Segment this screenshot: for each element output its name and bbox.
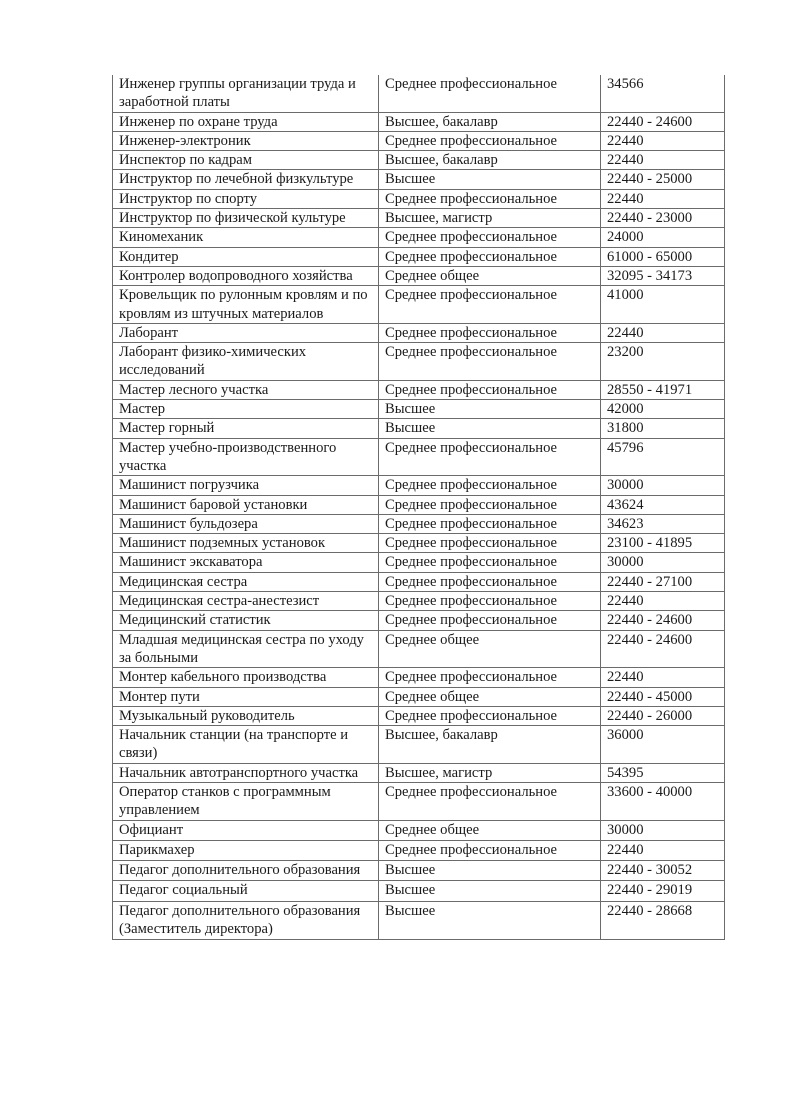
salary-cell: 43624 bbox=[601, 495, 725, 514]
salary-cell: 41000 bbox=[601, 286, 725, 324]
position-cell: Педагог дополнительного образования bbox=[113, 861, 379, 881]
table-row bbox=[113, 881, 725, 901]
education-cell: Высшее bbox=[379, 170, 601, 189]
education-cell: Среднее профессиональное bbox=[379, 438, 601, 476]
table-row bbox=[113, 534, 725, 553]
salary-cell: 23100 - 41895 bbox=[601, 534, 725, 553]
education-cell: Среднее профессиональное bbox=[379, 840, 601, 860]
salary-cell: 31800 bbox=[601, 419, 725, 438]
education-cell: Среднее профессиональное bbox=[379, 228, 601, 247]
table-row bbox=[113, 228, 725, 247]
education-cell: Среднее профессиональное bbox=[379, 189, 601, 208]
salary-cell: 45796 bbox=[601, 438, 725, 476]
salary-cell: 22440 bbox=[601, 323, 725, 342]
position-cell: Начальник станции (на транспорте и связи) bbox=[113, 726, 379, 764]
position-cell: Инженер группы организации труда и заработной платы bbox=[113, 75, 379, 112]
position-cell: Монтер пути bbox=[113, 687, 379, 706]
position-cell: Монтер кабельного производства bbox=[113, 668, 379, 687]
salary-cell: 33600 - 40000 bbox=[601, 782, 725, 820]
salary-cell: 22440 - 45000 bbox=[601, 687, 725, 706]
education-cell: Высшее bbox=[379, 861, 601, 881]
salary-cell: 22440 - 24600 bbox=[601, 112, 725, 131]
position-cell: Медицинская сестра bbox=[113, 572, 379, 591]
salary-cell: 22440 bbox=[601, 840, 725, 860]
table-row bbox=[113, 112, 725, 131]
education-cell: Среднее профессиональное bbox=[379, 476, 601, 495]
education-cell: Среднее общее bbox=[379, 687, 601, 706]
table-row bbox=[113, 592, 725, 611]
salary-cell: 24000 bbox=[601, 228, 725, 247]
salary-cell: 22440 - 24600 bbox=[601, 611, 725, 630]
position-cell: Медицинский статистик bbox=[113, 611, 379, 630]
position-cell: Инспектор по кадрам bbox=[113, 151, 379, 170]
education-cell: Среднее профессиональное bbox=[379, 247, 601, 266]
salary-cell: 42000 bbox=[601, 400, 725, 419]
position-cell: Мастер лесного участка bbox=[113, 380, 379, 399]
table-row bbox=[113, 419, 725, 438]
education-cell: Высшее, бакалавр bbox=[379, 112, 601, 131]
table-row bbox=[113, 901, 725, 940]
salary-cell: 28550 - 41971 bbox=[601, 380, 725, 399]
education-cell: Среднее общее bbox=[379, 266, 601, 285]
table-row bbox=[113, 343, 725, 381]
table-row bbox=[113, 323, 725, 342]
table-row bbox=[113, 170, 725, 189]
position-cell: Машинист экскаватора bbox=[113, 553, 379, 572]
education-cell: Высшее, бакалавр bbox=[379, 151, 601, 170]
table-row bbox=[113, 553, 725, 572]
table-row bbox=[113, 209, 725, 228]
position-cell: Инструктор по лечебной физкультуре bbox=[113, 170, 379, 189]
education-cell: Среднее профессиональное bbox=[379, 706, 601, 725]
vacancy-salary-table bbox=[112, 75, 725, 940]
position-cell: Машинист бульдозера bbox=[113, 514, 379, 533]
position-cell: Мастер учебно-производственного участка bbox=[113, 438, 379, 476]
education-cell: Среднее профессиональное bbox=[379, 782, 601, 820]
salary-cell: 22440 - 29019 bbox=[601, 881, 725, 901]
position-cell: Медицинская сестра-анестезист bbox=[113, 592, 379, 611]
table-row bbox=[113, 861, 725, 881]
education-cell: Среднее общее bbox=[379, 630, 601, 668]
education-cell: Высшее bbox=[379, 881, 601, 901]
salary-cell: 30000 bbox=[601, 553, 725, 572]
position-cell: Инструктор по спорту bbox=[113, 189, 379, 208]
table-row bbox=[113, 726, 725, 764]
salary-cell: 22440 - 27100 bbox=[601, 572, 725, 591]
table-row bbox=[113, 687, 725, 706]
education-cell: Среднее профессиональное bbox=[379, 75, 601, 112]
position-cell: Лаборант bbox=[113, 323, 379, 342]
table-row bbox=[113, 611, 725, 630]
position-cell: Инженер-электроник bbox=[113, 131, 379, 150]
position-cell: Контролер водопроводного хозяйства bbox=[113, 266, 379, 285]
position-cell: Машинист подземных установок bbox=[113, 534, 379, 553]
position-cell: Мастер горный bbox=[113, 419, 379, 438]
education-cell: Среднее профессиональное bbox=[379, 553, 601, 572]
table-row bbox=[113, 668, 725, 687]
education-cell: Высшее, бакалавр bbox=[379, 726, 601, 764]
salary-cell: 22440 bbox=[601, 592, 725, 611]
table-row bbox=[113, 820, 725, 840]
table-row bbox=[113, 286, 725, 324]
position-cell: Машинист баровой установки bbox=[113, 495, 379, 514]
education-cell: Среднее общее bbox=[379, 820, 601, 840]
education-cell: Среднее профессиональное bbox=[379, 380, 601, 399]
table-row bbox=[113, 495, 725, 514]
education-cell: Высшее bbox=[379, 400, 601, 419]
education-cell: Среднее профессиональное bbox=[379, 286, 601, 324]
education-cell: Высшее bbox=[379, 419, 601, 438]
position-cell: Начальник автотранспортного участка bbox=[113, 763, 379, 782]
salary-cell: 32095 - 34173 bbox=[601, 266, 725, 285]
position-cell: Официант bbox=[113, 820, 379, 840]
salary-cell: 34566 bbox=[601, 75, 725, 112]
education-cell: Среднее профессиональное bbox=[379, 668, 601, 687]
salary-cell: 22440 - 28668 bbox=[601, 901, 725, 940]
table-row bbox=[113, 151, 725, 170]
education-cell: Высшее, магистр bbox=[379, 763, 601, 782]
education-cell: Среднее профессиональное bbox=[379, 514, 601, 533]
position-cell: Машинист погрузчика bbox=[113, 476, 379, 495]
position-cell: Инструктор по физической культуре bbox=[113, 209, 379, 228]
education-cell: Высшее, магистр bbox=[379, 209, 601, 228]
salary-cell: 54395 bbox=[601, 763, 725, 782]
position-cell: Инженер по охране труда bbox=[113, 112, 379, 131]
salary-cell: 34623 bbox=[601, 514, 725, 533]
position-cell: Киномеханик bbox=[113, 228, 379, 247]
table-body bbox=[113, 75, 725, 940]
salary-cell: 22440 bbox=[601, 131, 725, 150]
education-cell: Высшее bbox=[379, 901, 601, 940]
education-cell: Среднее профессиональное bbox=[379, 572, 601, 591]
salary-cell: 23200 bbox=[601, 343, 725, 381]
table-row bbox=[113, 630, 725, 668]
table-row bbox=[113, 189, 725, 208]
salary-cell: 22440 - 25000 bbox=[601, 170, 725, 189]
table-row bbox=[113, 476, 725, 495]
education-cell: Среднее профессиональное bbox=[379, 534, 601, 553]
education-cell: Среднее профессиональное bbox=[379, 611, 601, 630]
salary-cell: 22440 - 26000 bbox=[601, 706, 725, 725]
education-cell: Среднее профессиональное bbox=[379, 323, 601, 342]
salary-cell: 30000 bbox=[601, 476, 725, 495]
education-cell: Среднее профессиональное bbox=[379, 495, 601, 514]
table-row bbox=[113, 400, 725, 419]
table-row bbox=[113, 572, 725, 591]
salary-cell: 22440 - 23000 bbox=[601, 209, 725, 228]
table-row bbox=[113, 763, 725, 782]
table-row bbox=[113, 840, 725, 860]
position-cell: Кондитер bbox=[113, 247, 379, 266]
position-cell: Мастер bbox=[113, 400, 379, 419]
salary-cell: 22440 bbox=[601, 668, 725, 687]
table-row bbox=[113, 706, 725, 725]
salary-cell: 22440 bbox=[601, 189, 725, 208]
position-cell: Младшая медицинская сестра по уходу за больными bbox=[113, 630, 379, 668]
salary-cell: 36000 bbox=[601, 726, 725, 764]
table-row bbox=[113, 438, 725, 476]
salary-cell: 22440 - 24600 bbox=[601, 630, 725, 668]
position-cell: Педагог дополнительного образования (Заместитель директора) bbox=[113, 901, 379, 940]
education-cell: Среднее профессиональное bbox=[379, 131, 601, 150]
salary-cell: 22440 bbox=[601, 151, 725, 170]
table-row bbox=[113, 782, 725, 820]
position-cell: Педагог социальный bbox=[113, 881, 379, 901]
position-cell: Лаборант физико-химических исследований bbox=[113, 343, 379, 381]
education-cell: Среднее профессиональное bbox=[379, 592, 601, 611]
salary-cell: 30000 bbox=[601, 820, 725, 840]
salary-cell: 22440 - 30052 bbox=[601, 861, 725, 881]
position-cell: Парикмахер bbox=[113, 840, 379, 860]
salary-cell: 61000 - 65000 bbox=[601, 247, 725, 266]
position-cell: Музыкальный руководитель bbox=[113, 706, 379, 725]
position-cell: Кровельщик по рулонным кровлям и по кровлям из штучных материалов bbox=[113, 286, 379, 324]
table-row bbox=[113, 514, 725, 533]
table-row bbox=[113, 247, 725, 266]
education-cell: Среднее профессиональное bbox=[379, 343, 601, 381]
table-row bbox=[113, 131, 725, 150]
table-row bbox=[113, 75, 725, 112]
table-row bbox=[113, 380, 725, 399]
table-row bbox=[113, 266, 725, 285]
position-cell: Оператор станков с программным управлением bbox=[113, 782, 379, 820]
